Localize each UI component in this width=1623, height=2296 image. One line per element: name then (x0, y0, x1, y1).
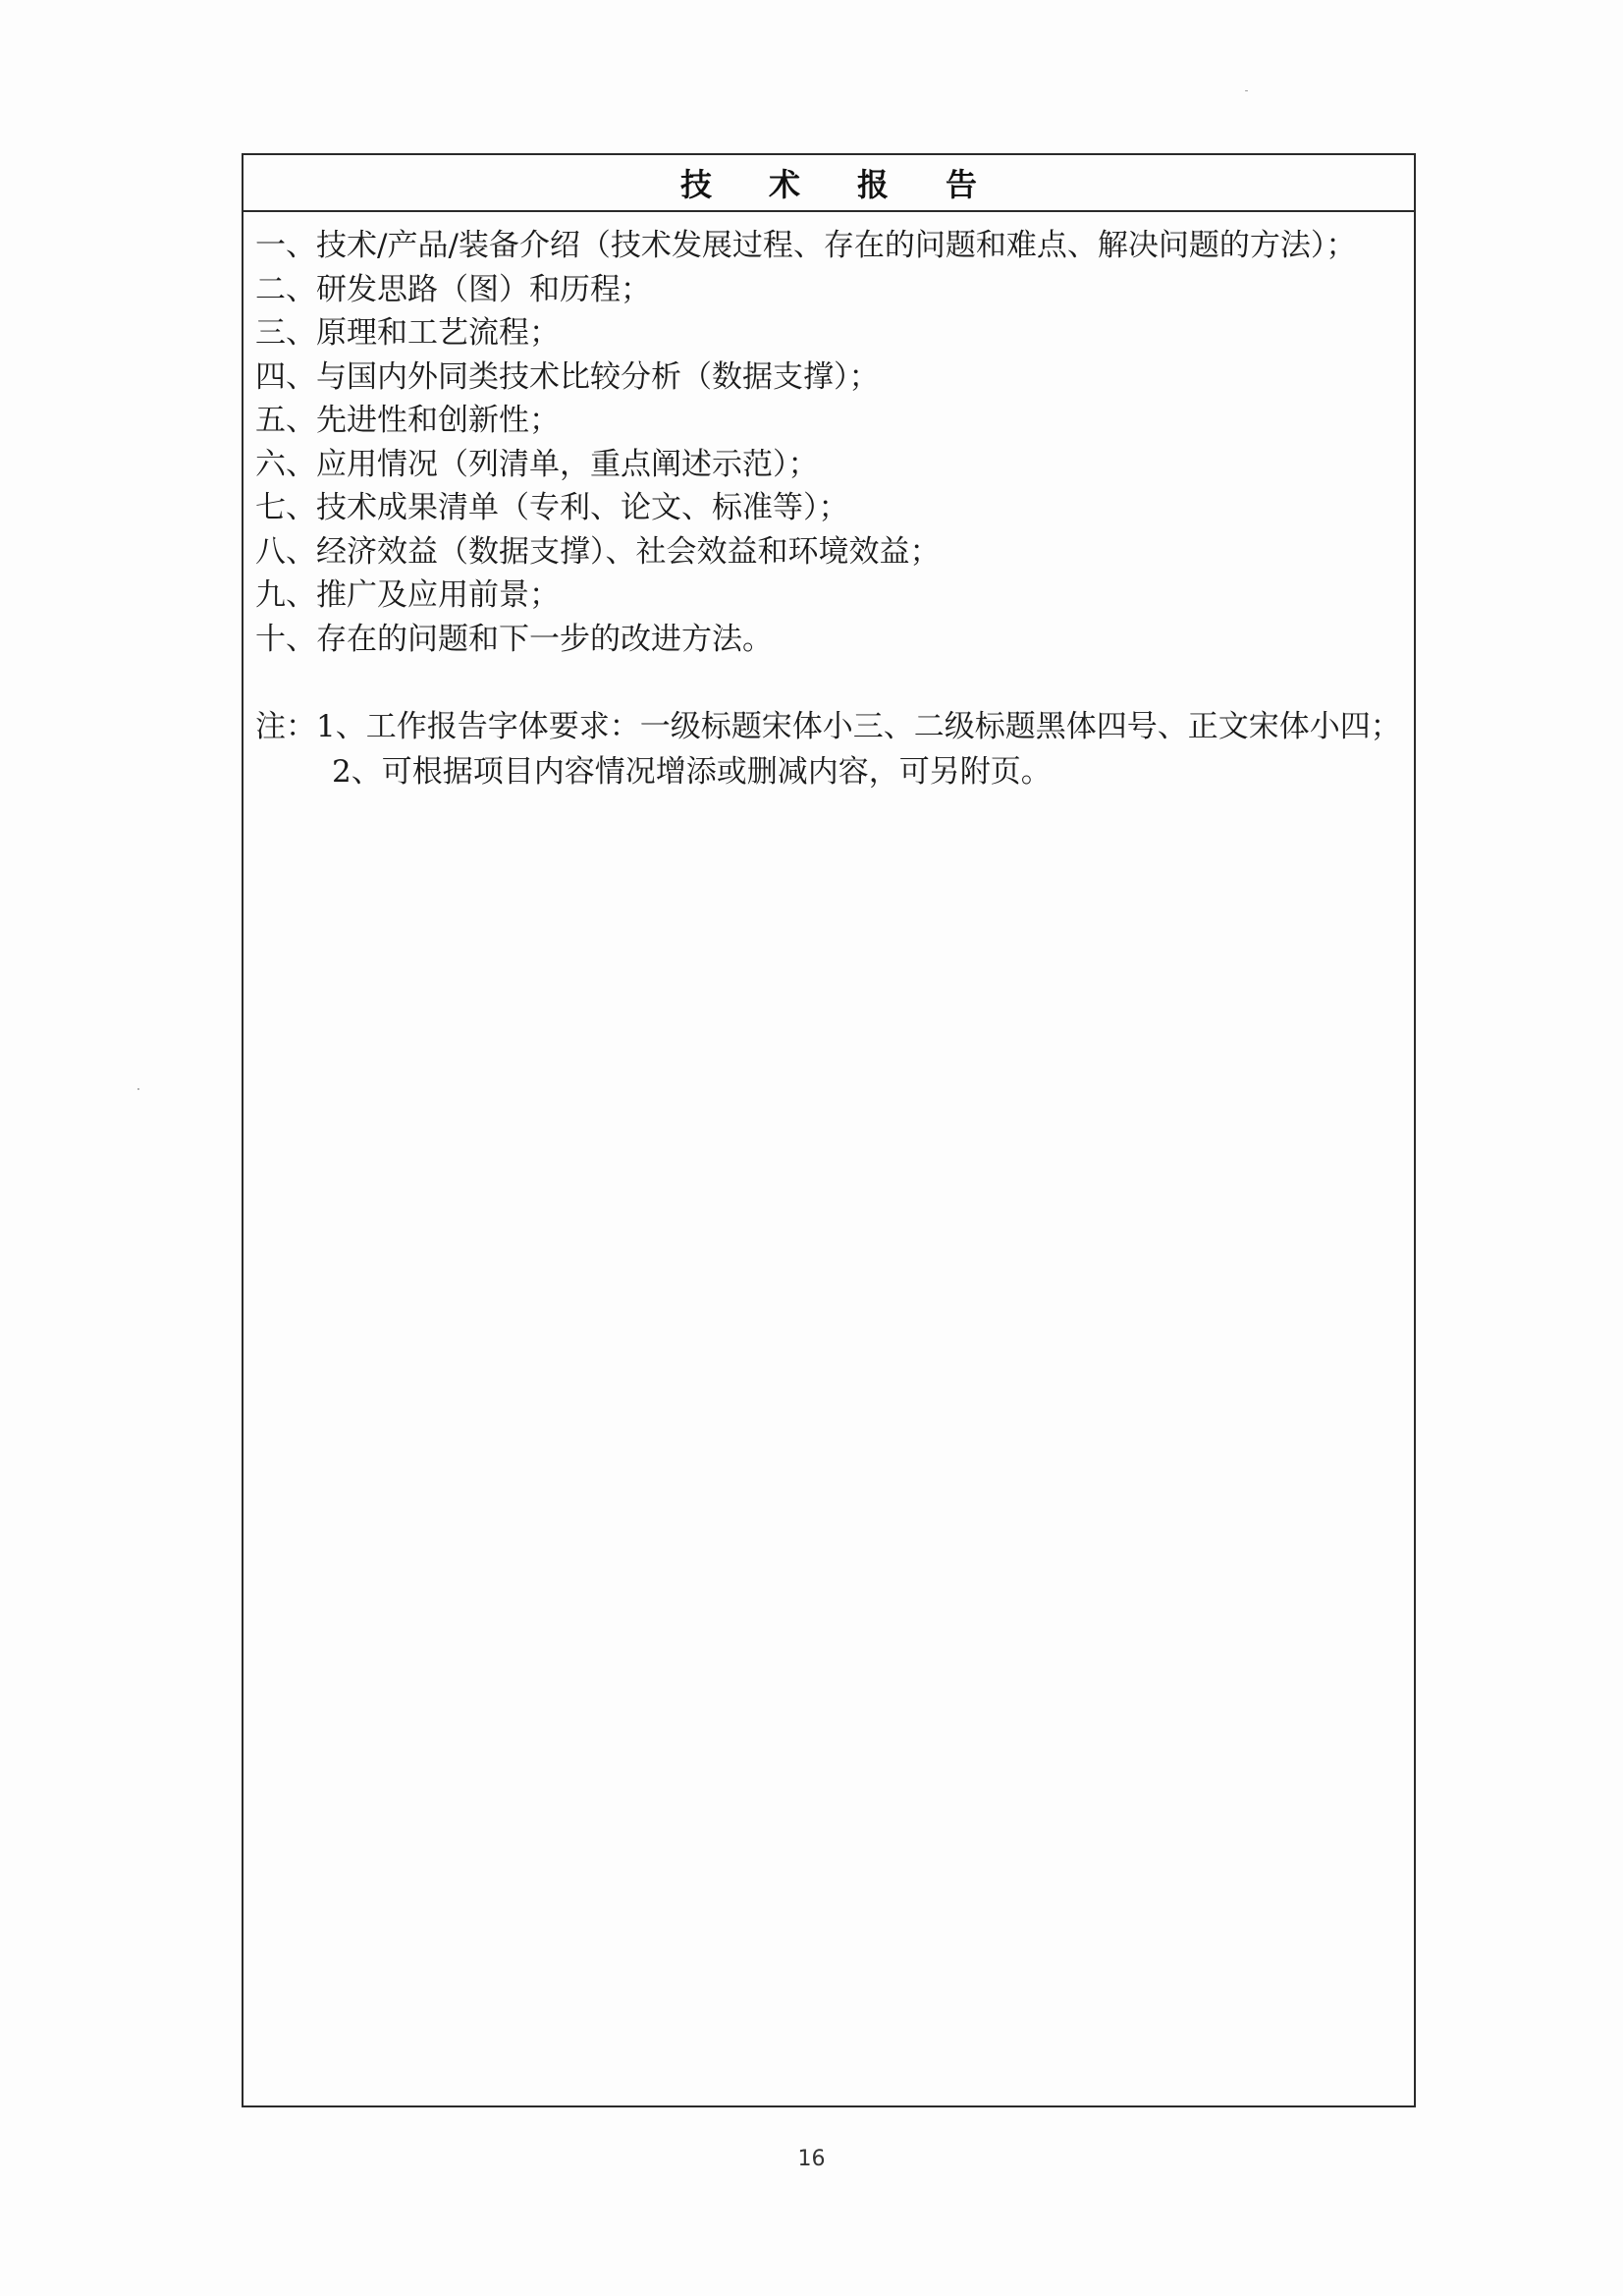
outline-item: 九、推广及应用前景； (255, 577, 560, 613)
outline-item: 二、研发思路（图）和历程； (255, 271, 651, 307)
scan-speck (1245, 90, 1248, 91)
report-body-cell (243, 212, 1414, 794)
outline-item: 十、存在的问题和下一步的改进方法。 (255, 621, 773, 657)
report-header-row (243, 155, 1414, 212)
outline-item: 六、应用情况（列清单，重点阐述示范）； (255, 446, 819, 482)
report-notes (255, 704, 1402, 794)
scan-speck (137, 1088, 139, 1090)
note-font-requirements: 注：1、工作报告字体要求：一级标题宋体小三、二级标题黑体四号、正文宋体小四； (255, 709, 1401, 744)
outline-item: 五、先进性和创新性； (255, 403, 560, 438)
outline-item: 四、与国内外同类技术比较分析（数据支撑）； (255, 358, 880, 395)
outline-item: 七、技术成果清单（专利、论文、标准等）； (255, 490, 849, 525)
note-add-or-remove-content: 2、可根据项目内容情况增添或删减内容，可另附页。 (332, 754, 1052, 790)
technical-report-table (242, 153, 1416, 2107)
outline-item: 一、技术/产品/装备介绍（技术发展过程、存在的问题和难点、解决问题的方法）； (255, 228, 1357, 263)
report-outline-list (255, 224, 1402, 661)
report-title: 技术报告 (679, 166, 1034, 203)
outline-item: 八、经济效益（数据支撑）、社会效益和环境效益； (255, 533, 941, 570)
page-number: 16 (797, 2147, 826, 2171)
outline-item: 三、原理和工艺流程； (255, 315, 560, 351)
